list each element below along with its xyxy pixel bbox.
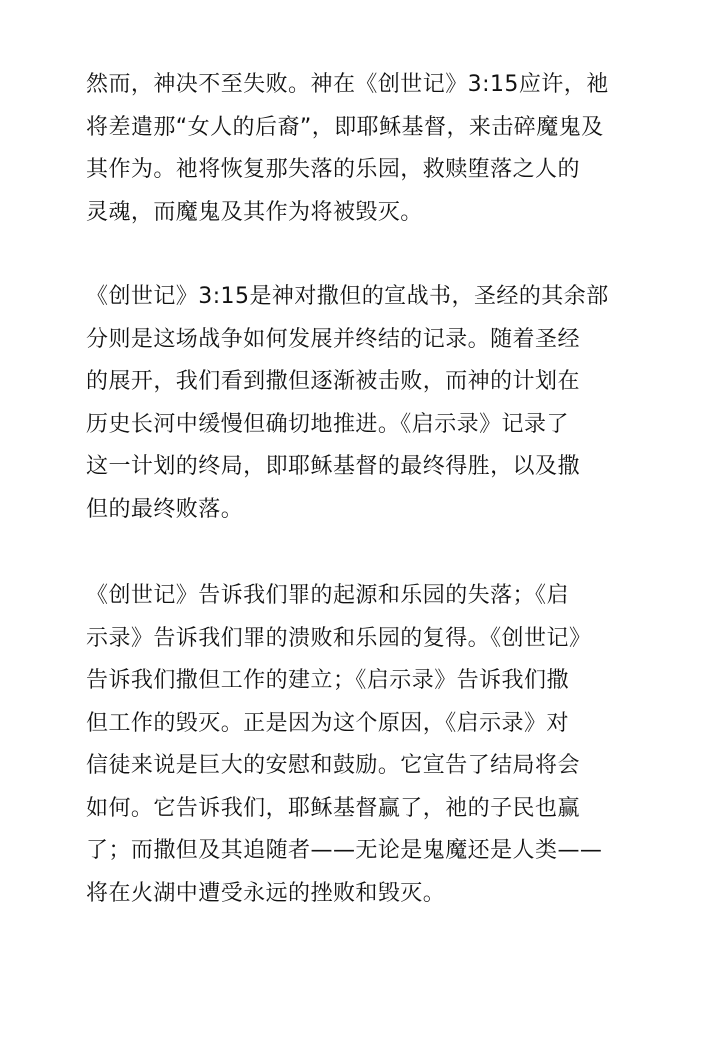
paragraph-line: 其作为。祂将恢复那失落的乐园，救赎堕落之人的 — [86, 157, 580, 182]
paragraph-line: 的展开，我们看到撒但逐渐被击败，而神的计划在 — [86, 369, 580, 394]
paragraph-line: 信徒来说是巨大的安慰和鼓励。它宣告了结局将会 — [86, 753, 580, 778]
paragraph-line: 如何。它告诉我们，耶稣基督赢了，祂的子民也赢 — [86, 795, 580, 821]
paragraph-line: 告诉我们撒但工作的建立；《启示录》告诉我们撒 — [86, 668, 569, 693]
paragraph-line: 历史长河中缓慢但确切地推进。《启示录》记录了 — [86, 411, 569, 437]
paragraph-line: 《创世记》3:15是神对撒但的宣战书，圣经的其余部 — [86, 284, 609, 309]
paragraph-2 — [86, 276, 638, 531]
paragraph-line: 将差遣那“女人的后裔”，即耶稣基督，来击碎魔鬼及 — [86, 114, 604, 140]
paragraph-line: 分则是这场战争如何发展并终结的记录。随着圣经 — [86, 326, 580, 352]
paragraph-line: 《创世记》告诉我们罪的起源和乐园的失落；《启 — [86, 583, 569, 608]
paragraph-line: 但工作的毁灭。正是因为这个原因，《启示录》对 — [86, 710, 569, 736]
paragraph-line: 示录》告诉我们罪的溃败和乐园的复得。《创世记》 — [86, 625, 592, 651]
paragraph-1 — [86, 64, 638, 234]
document-page — [86, 64, 638, 915]
paragraph-line: 了；而撒但及其追随者——无论是鬼魔还是人类—— — [86, 838, 603, 863]
paragraph-line: 但的最终败落。 — [86, 496, 244, 522]
paragraph-line: 这一计划的终局，即耶稣基督的最终得胜，以及撒 — [86, 454, 580, 479]
paragraph-line: 灵魂，而魔鬼及其作为将被毁灭。 — [86, 199, 423, 225]
paragraph-line: 然而，神决不至失败。神在《创世记》3:15应许，祂 — [86, 72, 609, 97]
paragraph-line: 将在火湖中遭受永远的挫败和毁灭。 — [86, 880, 446, 906]
paragraph-3 — [86, 575, 638, 915]
